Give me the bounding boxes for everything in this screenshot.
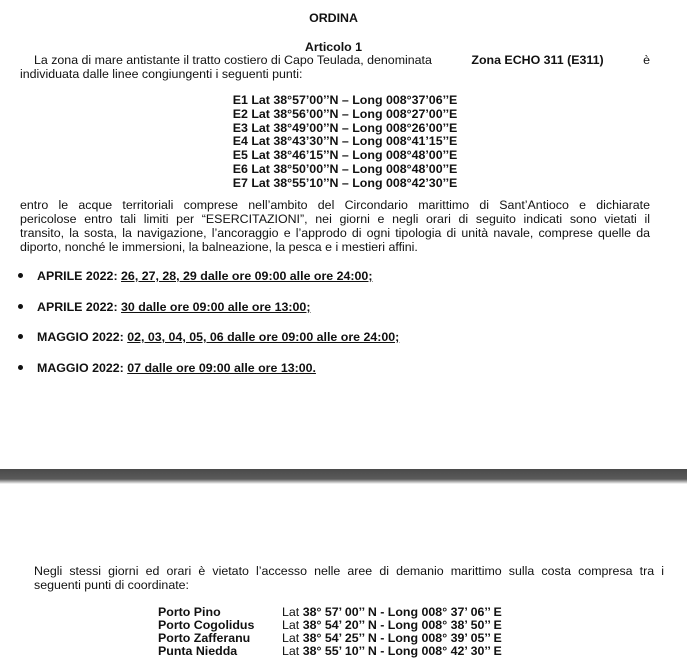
bullet-icon <box>18 304 23 309</box>
document-title: ORDINA <box>309 11 358 25</box>
schedule-item <box>18 361 316 375</box>
zone-point: E3 Lat 38°49’00’’N – Long 008°26’00’’E <box>232 120 458 135</box>
zone-name: Zona ECHO 311 (E311) <box>471 53 604 67</box>
schedule-month: APRILE 2022: <box>37 300 118 314</box>
place-coordinates: Lat 38° 55’ 10’’ N - Long 008° 42’ 30’’ E <box>282 644 502 658</box>
place-name: Porto Cogolidus <box>158 618 255 632</box>
schedule-item <box>18 330 399 344</box>
place-coordinates: Lat 38° 54’ 20’’ N - Long 008° 38’ 50’’ E <box>282 618 502 632</box>
zone-point: E7 Lat 38°55’10’’N – Long 008°42’30’’E <box>232 175 458 190</box>
place-name: Punta Niedda <box>158 644 238 658</box>
body-line: pericolose entro tali limiti per “ESERCITAZIONI”, nei giorni e negli orari di seguito indicati sono vietati il <box>20 212 650 226</box>
place-name: Porto Zafferanu <box>158 631 251 645</box>
schedule-item <box>18 300 310 314</box>
schedule-month: APRILE 2022: <box>37 269 118 283</box>
zone-point: E4 Lat 38°43’30’’N – Long 008°41’15’’E <box>232 134 458 149</box>
schedule-detail: 26, 27, 28, 29 dalle ore 09:00 alle ore 24:00; <box>121 269 373 283</box>
body-line: diporto, nonché le immersioni, la balneazione, la pesca e i mestieri affini. <box>20 240 418 254</box>
document-page-2 <box>0 484 687 667</box>
restriction-line-2: seguenti punti di coordinate: <box>34 578 189 592</box>
place-coordinates: Lat 38° 57’ 00’’ N - Long 008° 37’ 06’’ E <box>282 605 502 619</box>
zone-points-list <box>200 94 490 191</box>
intro-text-a: La zona di mare antistante il tratto costiero di Capo Teulada, denominata <box>34 53 432 67</box>
restriction-line-1: Negli stessi giorni ed orari è vietato l’accesso nelle aree di demanio marittimo sulla costa compresa tra i <box>34 564 664 578</box>
zone-point: E1 Lat 38°57’00’’N – Long 008°37’06’’E <box>232 93 458 107</box>
bullet-icon <box>18 273 23 278</box>
intro-line-1 <box>34 53 650 67</box>
zone-point: E2 Lat 38°56’00’’N – Long 008°27’00’’E <box>232 106 458 121</box>
intro-line-2: individuata dalle linee congiungenti i seguenti punti: <box>20 67 303 81</box>
place-coordinates: Lat 38° 54’ 25’’ N - Long 008° 39’ 05’’ E <box>282 631 502 645</box>
bullet-icon <box>18 365 23 370</box>
schedule-month: MAGGIO 2022: <box>37 361 124 375</box>
bullet-icon <box>18 334 23 339</box>
body-line: entro le acque territoriali comprese nell’ambito del Circondario marittimo di Sant’Antioco e dichiarate <box>20 198 650 212</box>
body-line: transito, la sosta, la navigazione, l’ancoraggio e l’approdo di ogni tipologia di unità navale, comprese quelle da <box>20 226 650 240</box>
schedule-detail: 02, 03, 04, 05, 06 dalle ore 09:00 alle ore 24:00; <box>127 330 400 344</box>
schedule-item <box>18 269 372 283</box>
article-title: Articolo 1 <box>304 40 363 54</box>
zone-point: E5 Lat 38°46’15’’N – Long 008°48’00’’E <box>232 148 458 163</box>
page-separator <box>0 469 687 484</box>
schedule-detail: 30 dalle ore 09:00 alle ore 13:00; <box>121 300 311 314</box>
place-name: Porto Pino <box>158 605 221 619</box>
zone-point: E6 Lat 38°50’00’’N – Long 008°48’00’’E <box>232 161 458 176</box>
schedule-detail: 07 dalle ore 09:00 alle ore 13:00. <box>127 361 316 375</box>
intro-text-b: è <box>643 53 650 67</box>
schedule-month: MAGGIO 2022: <box>37 330 124 344</box>
